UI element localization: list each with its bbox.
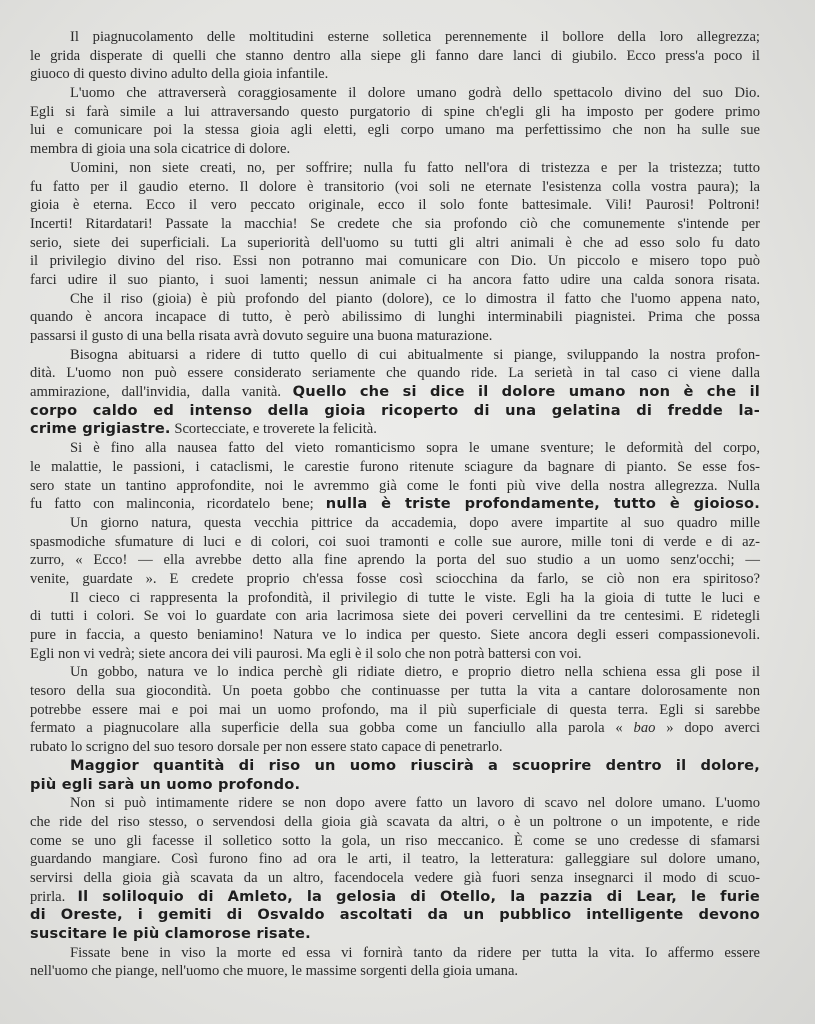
body-text: » dopo averci bbox=[655, 720, 760, 737]
body-text: Egli non vi vedrà; siete ancora dei vili paurosi. Ma egli è il solo che non potrà battersi con voi. bbox=[30, 645, 582, 662]
bold-text: corpo caldo ed intenso della gioia ricoperto di una gelatina di fredde la- bbox=[30, 401, 760, 419]
body-text: Il cieco ci rappresenta la profondità, il privilegio di tutte le viste. Egli ha la gioia di tutte le luci e bbox=[70, 589, 760, 606]
text-line bbox=[30, 776, 760, 795]
text-line bbox=[30, 346, 760, 365]
text-line bbox=[30, 944, 760, 963]
paragraph bbox=[30, 514, 760, 589]
text-line bbox=[30, 551, 760, 570]
body-text: come se uno gli facesse il solletico sotto la gola, un riso meccanico. È come se uno credesse di sfamarsi bbox=[30, 832, 760, 849]
bold-text: Maggior quantità di riso un uomo riuscirà a scuoprire dentro il dolore, bbox=[70, 756, 760, 774]
body-text: zurro, « Ecco! — ella avrebbe detto alla fine aprendo la porta del suo studio a un uomo senz'occhi; — bbox=[30, 552, 760, 569]
text-line bbox=[30, 533, 760, 552]
paragraph bbox=[30, 290, 760, 346]
text-line bbox=[30, 84, 760, 103]
body-text: fu fatto per il gaudio eterno. Il dolore è transitorio (voi soli ne eternate l'esistenza colla vostra paura); la bbox=[30, 178, 760, 195]
paragraph bbox=[30, 28, 760, 84]
body-text: lui e comunicare poi la stessa gioia agli eletti, egli corpo umano ma perfettissimo che non ha sulle sue bbox=[30, 122, 760, 139]
text-line bbox=[30, 215, 760, 234]
paragraph bbox=[30, 84, 760, 159]
bold-text: nulla è triste profondamente, tutto è gioioso. bbox=[325, 495, 760, 513]
body-text: Che il riso (gioia) è più profondo del pianto (dolore), ce lo dimostra il fatto che l'uomo appena nato, bbox=[70, 290, 760, 307]
body-text: serio, siete dei superficiali. La superiorità dell'uomo su tutti gli altri animali è che ad esso solo fu dato bbox=[30, 234, 760, 251]
body-text: quando è ancora incapace di tutto, è però abilissimo di lunghi interminabili piagnistei. Prima che possa bbox=[30, 309, 760, 326]
body-text: gioia è eterna. Ecco il vero peccato originale, ecco il solo fonte battesimale. Vili! Paurosi! Poltroni! bbox=[30, 197, 760, 214]
text-line bbox=[30, 607, 760, 626]
text-line bbox=[30, 327, 760, 346]
italic-text: bao bbox=[633, 720, 656, 737]
body-text: Bisogna abituarsi a ridere di tutto quello di cui abitualmente si piange, sviluppando la nostra profon- bbox=[70, 346, 760, 363]
body-text: servirsi della gioia già scavata da un altro, facendocela vedere già fuori senza insegnarci il modo di scuo- bbox=[30, 869, 760, 886]
text-line bbox=[30, 103, 760, 122]
body-text: le grida disperate di quelli che stanno dentro alla siepe gli fanno dare lanci di giubilo. Ecco press'a poco il bbox=[30, 47, 760, 64]
bold-text: di Oreste, i gemiti di Osvaldo ascoltati da un pubblico intelligente devono bbox=[30, 906, 760, 924]
body-text: pure in faccia, a questo beniamino! Natura ve lo indica per questo. Siete ancora degli esseri compassionevoli. bbox=[30, 627, 760, 643]
text-line bbox=[30, 626, 760, 645]
body-text: membra di gioia una sola cicatrice di dolore. bbox=[30, 141, 291, 158]
text-line bbox=[30, 439, 760, 458]
text-line bbox=[30, 645, 760, 664]
text-line bbox=[30, 458, 760, 477]
body-text: Fissate bene in viso la morte ed essa vi fornirà tanto da ridere per tutta la vita. Io affermo essere bbox=[70, 944, 760, 961]
body-text: prirla. bbox=[30, 888, 78, 905]
text-line bbox=[30, 570, 760, 589]
body-text: dità. L'uomo non può essere considerato seriamente che quando ride. La serietà in tal caso ci viene dalla bbox=[30, 365, 760, 382]
text-line bbox=[30, 495, 760, 514]
paragraph bbox=[30, 794, 760, 944]
text-line bbox=[30, 888, 760, 907]
text-line bbox=[30, 906, 760, 925]
body-text: Si è fino alla nausea fatto del vieto romanticismo sopra le umane sventure; le deformità del corpo, bbox=[70, 440, 760, 457]
body-text: il privilegio divino del riso. Essi non potranno mai comunicare con Dio. Un piccolo e misero topo può bbox=[30, 253, 760, 270]
text-line bbox=[30, 28, 760, 47]
body-text: farci udire il suo pianto, i suoi lamenti; nessun animale ci ha ancora fatto udire una calda sonora risata. bbox=[30, 271, 760, 288]
text-line bbox=[30, 159, 760, 178]
text-line bbox=[30, 663, 760, 682]
paragraph bbox=[30, 159, 760, 290]
body-text: Il piagnucolamento delle moltitudini esterne solletica perennemente il bollore della loro allegrezza; bbox=[70, 29, 760, 45]
body-text: le malattie, le passioni, i cataclismi, le carestie furono ritenute sciagure da bagnare di pianto. Se esse fos- bbox=[30, 458, 760, 475]
body-text: nell'uomo che piange, nell'uomo che muore, le massime sorgenti della gioia umana. bbox=[30, 963, 519, 980]
body-text: passarsi il gusto di una bella risata avrà dovuto seguire una buona maturazione. bbox=[30, 328, 493, 344]
body-text: Un giorno natura, questa vecchia pittrice da accademia, dopo avere impartite al suo quadro mille bbox=[70, 514, 760, 531]
text-line bbox=[30, 962, 760, 981]
body-text: fermato a piagnucolare alla superficie della sua gobba come un fanciullo alla parola « bbox=[30, 720, 634, 737]
text-line bbox=[30, 308, 760, 327]
document-page bbox=[30, 28, 760, 981]
text-line bbox=[30, 65, 760, 84]
body-text: che ride del riso stesso, o servendosi della gioia già scavata da altri, o è un poltrone o un impotente, e ride bbox=[30, 813, 760, 830]
text-line bbox=[30, 252, 760, 271]
text-line bbox=[30, 234, 760, 253]
body-text: Incerti! Ritardatari! Passate la macchia! Se credete che sia profondo ciò che comunemente s'intende per bbox=[30, 215, 760, 232]
paragraph bbox=[30, 663, 760, 756]
body-text: venite, guardate ». E credete proprio ch'essa fosse così sciocchina da farlo, se ciò non era spiritoso? bbox=[30, 570, 760, 587]
body-text: spasmodiche sfumature di luci e di colori, coi suoi tramonti e colle sue aurore, mille toni di verde e di az- bbox=[30, 533, 760, 550]
body-text: Un gobbo, natura ve lo indica perchè gli ridiate dietro, e proprio dietro nella schiena essa gli pose il bbox=[70, 664, 760, 681]
text-line bbox=[30, 589, 760, 608]
text-line bbox=[30, 196, 760, 215]
body-text: sero state un tantino approfondite, noi le avremmo già come le fonti più vive della nostra allegrezza. Nulla bbox=[30, 477, 760, 494]
body-text: rubato lo scrigno del suo tesoro dorsale per non essere stato capace di penetrarlo. bbox=[30, 739, 503, 756]
text-line bbox=[30, 121, 760, 140]
bold-text: Il soliloquio di Amleto, la gelosia di Otello, la pazzia di Lear, le furie bbox=[77, 887, 760, 905]
bold-text: suscitare le più clamorose risate. bbox=[30, 925, 311, 942]
paragraph bbox=[30, 439, 760, 514]
paragraph bbox=[30, 346, 760, 439]
text-line bbox=[30, 701, 760, 720]
text-line bbox=[30, 682, 760, 701]
bold-text: Quello che si dice il dolore umano non è che il bbox=[292, 383, 760, 401]
text-line bbox=[30, 47, 760, 66]
text-line bbox=[30, 925, 760, 944]
text-line bbox=[30, 514, 760, 533]
body-text: giuoco di questo divino adulto della gioia infantile. bbox=[30, 66, 329, 83]
text-line bbox=[30, 420, 760, 439]
text-line bbox=[30, 364, 760, 383]
text-line bbox=[30, 738, 760, 757]
text-line bbox=[30, 140, 760, 159]
text-line bbox=[30, 383, 760, 402]
text-line bbox=[30, 290, 760, 309]
body-text: ammirazione, dall'invidia, dalla vanità. bbox=[30, 384, 293, 401]
body-text: di tutti i colori. Se voi lo guardate con aria lacrimosa siete dei poveri cervellini da tre centesimi. E ridetegli bbox=[30, 608, 760, 625]
text-line bbox=[30, 477, 760, 496]
body-text: Scortecciate, e troverete la felicità. bbox=[170, 421, 377, 438]
text-line bbox=[30, 832, 760, 851]
text-line bbox=[30, 813, 760, 832]
text-line bbox=[30, 757, 760, 776]
text-line bbox=[30, 178, 760, 197]
text-line bbox=[30, 271, 760, 290]
paragraph bbox=[30, 757, 760, 794]
body-text: Egli si farà simile a lui attraversando questo purgatorio di spine ch'egli gli ha imposto per godere primo bbox=[30, 103, 760, 120]
text-line bbox=[30, 850, 760, 869]
body-text: fu fatto con malinconia, ricordatelo bene; bbox=[30, 496, 326, 513]
text-line bbox=[30, 719, 760, 738]
body-text: tesoro della sua giocondità. Un poeta gobbo che continuasse per tutta la vita a cantare dolorosamente non bbox=[30, 683, 760, 700]
text-line bbox=[30, 402, 760, 421]
body-text: Non si può intimamente ridere se non dopo avere fatto un lavoro di scavo nel dolore umano. L'uomo bbox=[70, 795, 760, 812]
text-line bbox=[30, 794, 760, 813]
bold-text: crime grigiastre. bbox=[30, 420, 171, 438]
paragraph bbox=[30, 944, 760, 981]
body-text: potrebbe essere mai e poi mai un uomo profondo, ma il più superficiale di questa terra. Egli si sarebbe bbox=[30, 701, 760, 718]
text-line bbox=[30, 869, 760, 888]
body-text: Uomini, non siete creati, no, per soffrire; nulla fu fatto nell'ora di tristezza e per la tristezza; tutto bbox=[70, 159, 760, 176]
body-text: L'uomo che attraverserà coraggiosamente il dolore umano godrà dello spettacolo divino del suo Dio. bbox=[70, 85, 760, 102]
bold-text: più egli sarà un uomo profondo. bbox=[30, 775, 301, 793]
paragraph bbox=[30, 589, 760, 664]
body-text: guardando mangiare. Così furono fino ad ora le arti, il teatro, la letteratura: galleggiare sul dolore umano, bbox=[30, 851, 760, 868]
